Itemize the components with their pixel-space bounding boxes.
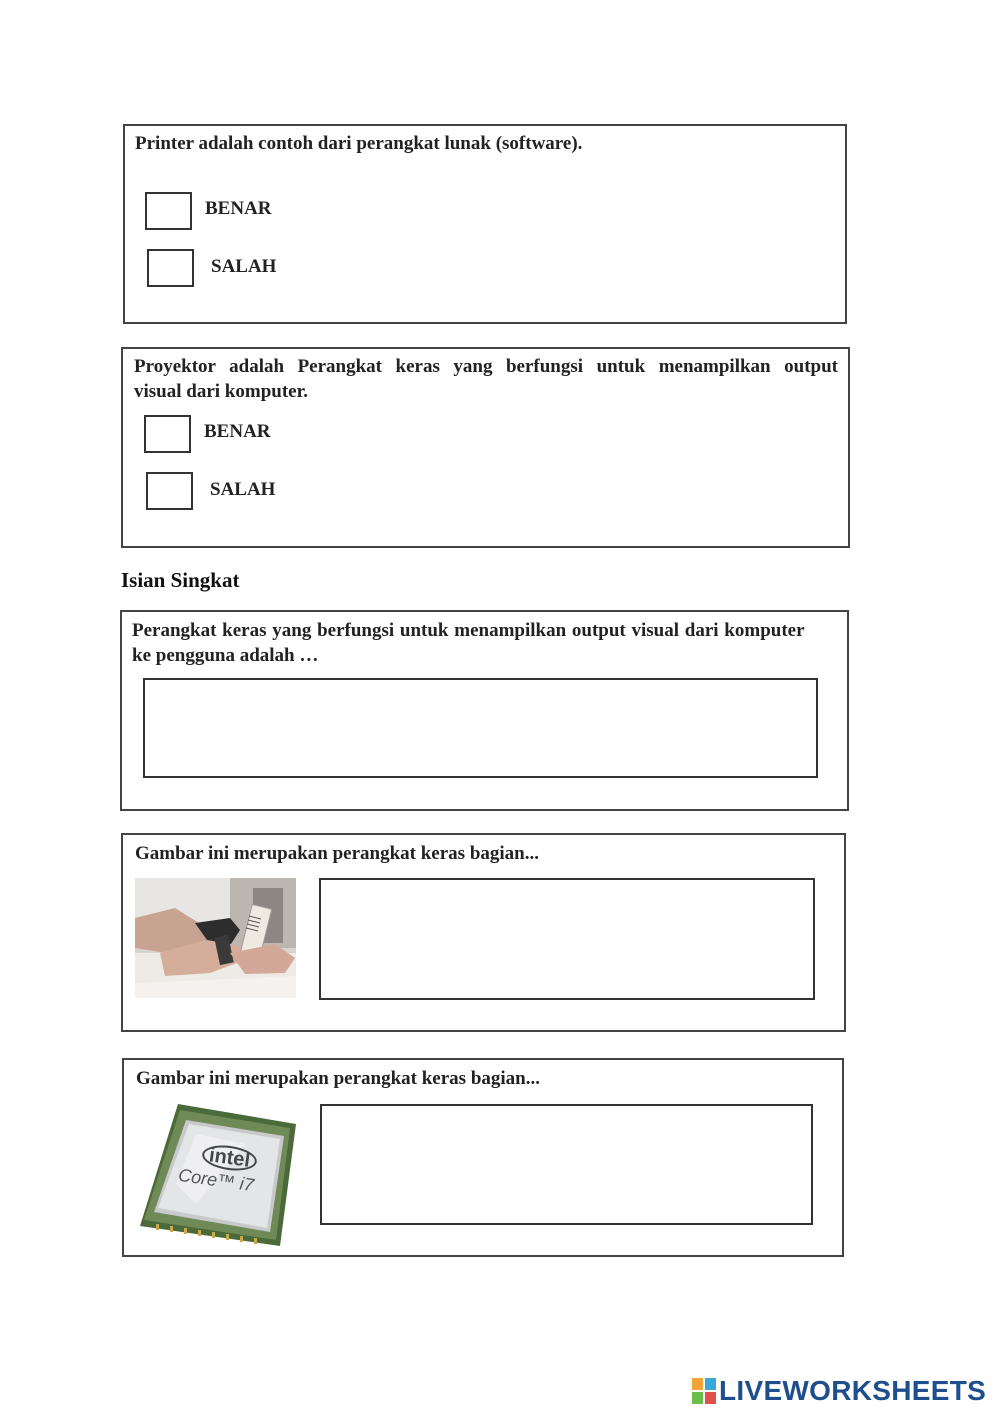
option-label-benar: BENAR — [204, 421, 271, 442]
fill-question-card-2 — [121, 833, 846, 1032]
answer-field[interactable] — [320, 1104, 813, 1225]
question-text: Gambar ini merupakan perangkat keras bagian... — [136, 1068, 540, 1089]
section-title: Isian Singkat — [121, 568, 240, 592]
liveworksheets-mark-icon — [692, 1378, 716, 1404]
chip-model-label: Core™ i7 — [177, 1164, 256, 1196]
option-label-salah: SALAH — [211, 256, 277, 277]
question-card-1 — [123, 124, 847, 324]
barcode-scanner-image — [135, 878, 296, 998]
question-card-2 — [121, 347, 850, 548]
checkbox-benar[interactable] — [145, 192, 192, 230]
answer-field[interactable] — [143, 678, 818, 778]
question-text: Printer adalah contoh dari perangkat lunak (software). — [135, 133, 583, 154]
answer-field[interactable] — [319, 878, 815, 1000]
option-label-salah: SALAH — [210, 479, 276, 500]
question-text: Perangkat keras yang berfungsi untuk menampilkan output visual dari komputer — [132, 620, 805, 641]
checkbox-salah[interactable] — [147, 249, 194, 287]
liveworksheets-logo — [692, 1374, 986, 1408]
option-label-benar: BENAR — [205, 198, 272, 219]
question-text: Proyektor adalah Perangkat keras yang berfungsi untuk menampilkan output — [134, 356, 838, 377]
cpu-chip-image — [136, 1104, 297, 1246]
question-text-line2: ke pengguna adalah … — [132, 645, 319, 666]
question-text: Gambar ini merupakan perangkat keras bagian... — [135, 843, 539, 864]
checkbox-benar[interactable] — [144, 415, 191, 453]
fill-question-card-1 — [120, 610, 849, 811]
question-text-line2: visual dari komputer. — [134, 381, 309, 402]
chip-brand-label: intel — [201, 1142, 259, 1173]
fill-question-card-3 — [122, 1058, 844, 1257]
checkbox-salah[interactable] — [146, 472, 193, 510]
brand-name: LIVEWORKSHEETS — [719, 1375, 987, 1406]
